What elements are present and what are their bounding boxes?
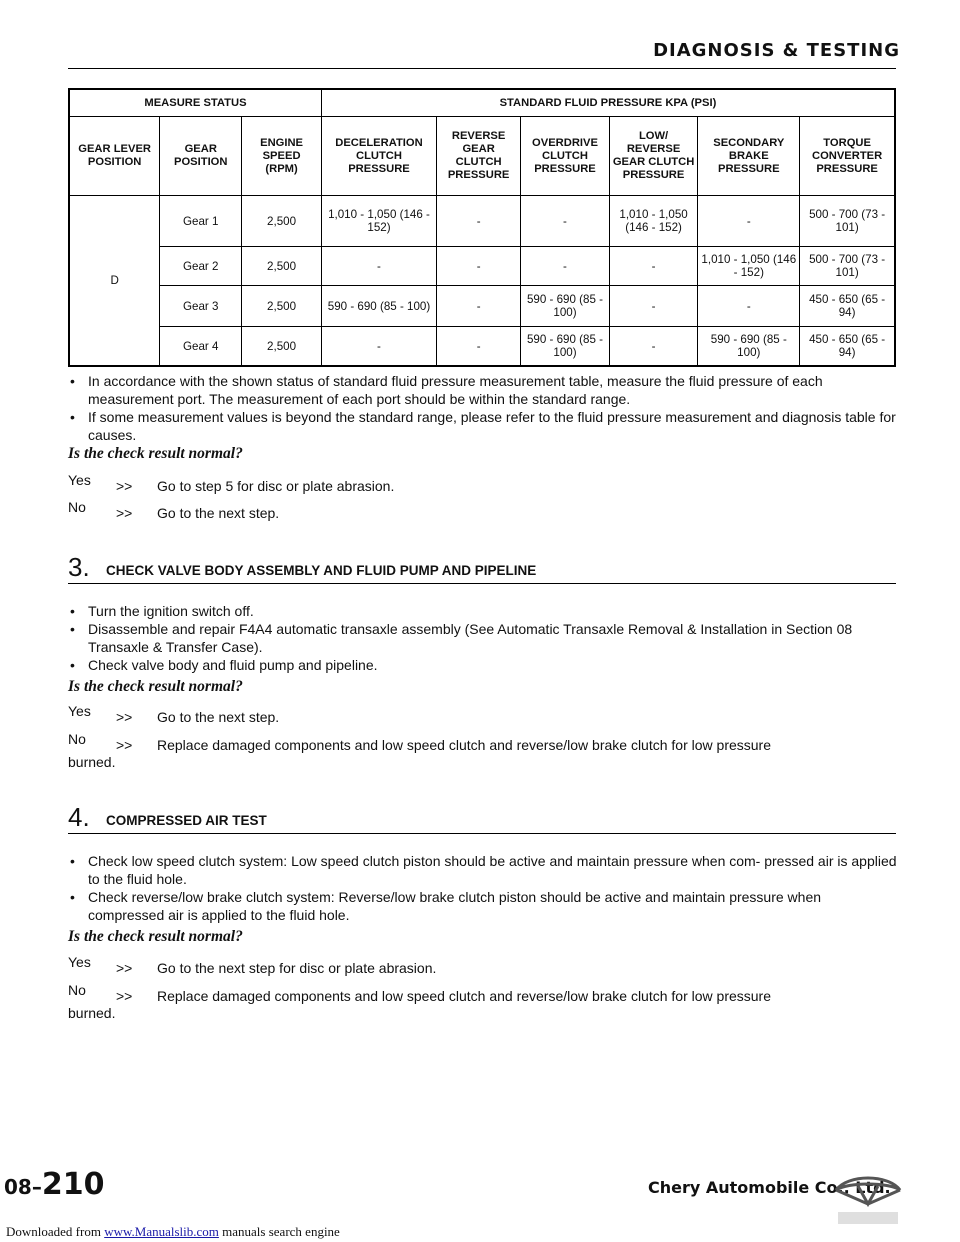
table-cell: 500 - 700 (73 - 101) <box>800 196 895 247</box>
step-number: 4. <box>68 802 90 832</box>
table-cell: - <box>321 327 436 367</box>
no-text-continuation: burned. <box>68 754 116 770</box>
check-question: Is the check result normal? <box>68 445 243 462</box>
table-cell: - <box>698 286 800 327</box>
step-number: 3. <box>68 552 90 582</box>
table-cell: 500 - 700 (73 - 101) <box>800 247 895 286</box>
list-item: • Disassemble and repair F4A4 automatic transaxle assembly (See Automatic Transaxle Removal & Installation in Section 08 Transaxle & Transfer Case). <box>70 621 853 655</box>
download-bar <box>6 1224 340 1240</box>
download-prefix: Downloaded from <box>6 1224 105 1239</box>
column-header: SECONDARY BRAKE PRESSURE <box>698 117 800 196</box>
table-row <box>69 327 895 367</box>
yes-label: Yes <box>68 954 91 970</box>
no-text: Replace damaged components and low speed clutch and reverse/low brake clutch for low pressure <box>157 988 772 1004</box>
group-header-measure-status: MEASURE STATUS <box>69 89 321 117</box>
manualslib-link[interactable]: www.Manualslib.com <box>104 1224 219 1239</box>
bullet-icon: • <box>70 621 75 637</box>
step-title: COMPRESSED AIR TEST <box>106 813 267 828</box>
table-row <box>69 196 895 247</box>
column-header: ENGINE SPEED (RPM) <box>242 117 322 196</box>
table-cell: Gear 3 <box>160 286 242 327</box>
no-label: No <box>68 982 86 998</box>
table-cell: 2,500 <box>242 247 322 286</box>
bullet-icon: • <box>70 373 75 389</box>
no-text: Go to the next step. <box>157 505 280 521</box>
download-suffix: manuals search engine <box>218 1224 340 1239</box>
bullet-icon: • <box>70 657 75 673</box>
table-cell: 590 - 690 (85 - 100) <box>521 286 610 327</box>
no-label: No <box>68 499 86 515</box>
chery-logo-icon <box>828 1168 908 1228</box>
table-cell: - <box>521 196 610 247</box>
table-cell: Gear 1 <box>160 196 242 247</box>
table-cell: 590 - 690 (85 - 100) <box>521 327 610 367</box>
table-cell: - <box>321 247 436 286</box>
table-cell: 590 - 690 (85 - 100) <box>698 327 800 367</box>
header-rule <box>68 68 896 69</box>
table-cell: 450 - 650 (65 - 94) <box>800 286 895 327</box>
page-header-title: DIAGNOSIS & TESTING <box>653 40 900 61</box>
arrow-label: >> <box>116 988 133 1004</box>
table-cell: 1,010 - 1,050 (146 - 152) <box>609 196 698 247</box>
yes-label: Yes <box>68 703 91 719</box>
step-4-bullets <box>68 852 900 924</box>
bullet-icon: • <box>70 853 75 869</box>
table-cell: Gear 4 <box>160 327 242 367</box>
check-question: Is the check result normal? <box>68 678 243 695</box>
arrow-label: >> <box>116 478 133 494</box>
table-row <box>69 286 895 327</box>
list-item: • Turn the ignition switch off. <box>70 603 254 619</box>
measurement-bullets <box>68 372 900 444</box>
column-header: TORQUE CONVERTER PRESSURE <box>800 117 895 196</box>
yes-text: Go to the next step for disc or plate abrasion. <box>157 960 437 976</box>
no-label: No <box>68 731 86 747</box>
list-item: • Check low speed clutch system: Low speed clutch piston should be active and maintain pressure when com- pressed air is applied to the fluid hole. <box>70 853 897 887</box>
step-3-bullets <box>68 602 900 674</box>
bullet-icon: • <box>70 409 75 425</box>
list-item: • In accordance with the shown status of standard fluid pressure measurement table, measure the fluid pressure of each measurement port. The measurement of each port should be within the standard range. <box>70 373 823 407</box>
table-cell: - <box>609 327 698 367</box>
table-cell: 1,010 - 1,050 (146 - 152) <box>321 196 436 247</box>
table-cell: - <box>437 286 521 327</box>
table-cell: 590 - 690 (85 - 100) <box>321 286 436 327</box>
column-header: OVERDRIVE CLUTCH PRESSURE <box>521 117 610 196</box>
page-number-value: 210 <box>41 1167 105 1202</box>
no-text-continuation: burned. <box>68 1005 116 1021</box>
list-item: • If some measurement values is beyond the standard range, please refer to the fluid pressure measurement and diagnosis table for causes. <box>70 409 896 443</box>
table-cell: - <box>437 327 521 367</box>
table-cell: - <box>698 196 800 247</box>
bullet-icon: • <box>70 889 75 905</box>
step-3-heading <box>68 553 896 584</box>
table-cell: - <box>437 196 521 247</box>
table-cell: 2,500 <box>242 196 322 247</box>
yes-text: Go to step 5 for disc or plate abrasion. <box>157 478 395 494</box>
yes-label: Yes <box>68 472 91 488</box>
step-4-heading <box>68 803 896 834</box>
column-header: GEAR POSITION <box>160 117 242 196</box>
table-cell: 2,500 <box>242 286 322 327</box>
yes-text: Go to the next step. <box>157 709 280 725</box>
step-title: CHECK VALVE BODY ASSEMBLY AND FLUID PUMP AND PIPELINE <box>106 563 537 578</box>
fluid-pressure-table <box>68 88 896 367</box>
company-name: Chery Automobile Co., Ltd. <box>648 1178 891 1197</box>
column-header: REVERSE GEAR CLUTCH PRESSURE <box>437 117 521 196</box>
no-text: Replace damaged components and low speed clutch and reverse/low brake clutch for low pressure <box>157 737 772 753</box>
section-code: 08– <box>4 1175 42 1199</box>
table-cell: - <box>437 247 521 286</box>
table-cell: - <box>609 247 698 286</box>
bullet-icon: • <box>70 603 75 619</box>
table-cell: 1,010 - 1,050 (146 - 152) <box>698 247 800 286</box>
table-cell: 2,500 <box>242 327 322 367</box>
lever-position-cell: D <box>69 196 160 367</box>
list-item: • Check reverse/low brake clutch system: Reverse/low brake clutch piston should be active and maintain pressure when compressed air is applied to the fluid hole. <box>70 889 822 923</box>
table-cell: - <box>521 247 610 286</box>
group-header-standard-pressure: STANDARD FLUID PRESSURE KPA (PSI) <box>321 89 895 117</box>
column-header: GEAR LEVER POSITION <box>69 117 160 196</box>
table-cell: - <box>609 286 698 327</box>
page-number <box>4 1167 104 1202</box>
list-item: • Check valve body and fluid pump and pipeline. <box>70 657 378 673</box>
arrow-label: >> <box>116 505 133 521</box>
arrow-label: >> <box>116 709 133 725</box>
table-cell: 450 - 650 (65 - 94) <box>800 327 895 367</box>
table-cell: Gear 2 <box>160 247 242 286</box>
chery-logo-svg <box>828 1168 908 1228</box>
arrow-label: >> <box>116 737 133 753</box>
arrow-label: >> <box>116 960 133 976</box>
column-header: DECELERATION CLUTCH PRESSURE <box>321 117 436 196</box>
column-header: LOW/ REVERSE GEAR CLUTCH PRESSURE <box>609 117 698 196</box>
check-question: Is the check result normal? <box>68 928 243 945</box>
table-row <box>69 247 895 286</box>
